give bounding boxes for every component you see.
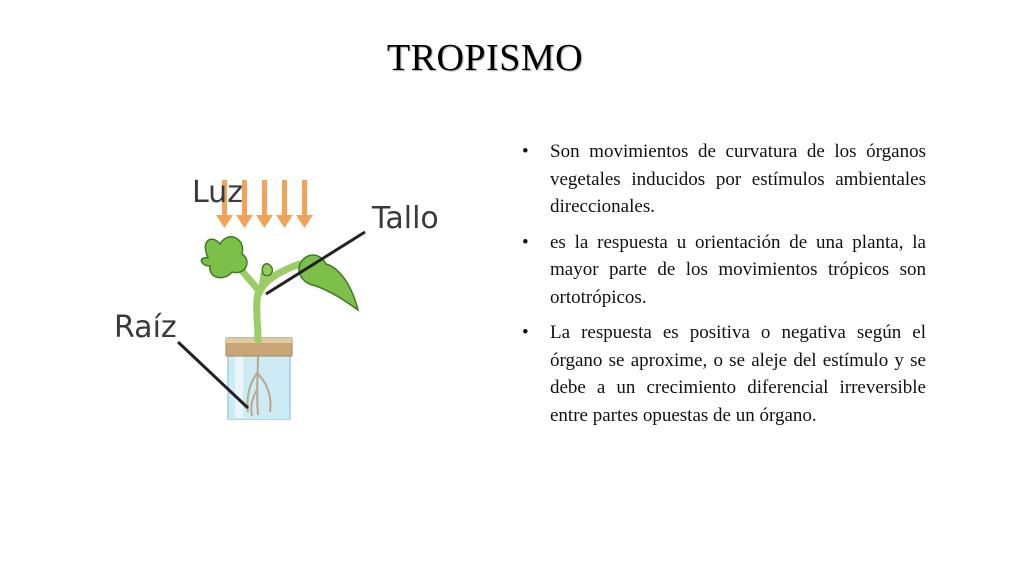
root-label: Raíz	[114, 310, 177, 345]
bullet-text: Son movimientos de curvatura de los órganos vegetales inducidos por estímulos ambientales direccionales.	[550, 141, 926, 217]
bullet-item	[520, 229, 926, 312]
slide-title: TROPISMO	[386, 37, 584, 79]
glass-tube	[226, 338, 292, 420]
bullet-text: es la respuesta u orientación de una planta, la mayor parte de los movimientos trópicos son ortotrópicos.	[550, 231, 926, 308]
stem-label: Tallo	[372, 201, 439, 236]
light-arrow-icon	[276, 180, 293, 228]
light-arrow-icon	[256, 180, 273, 228]
bullet-symbol: •	[522, 141, 529, 162]
bullet-item	[520, 319, 926, 429]
plant-tropism-figure	[100, 160, 480, 420]
bullet-symbol: •	[522, 231, 529, 253]
bullet-list	[520, 138, 926, 437]
bullet-item	[520, 138, 926, 221]
light-label: Luz	[192, 175, 243, 210]
light-arrow-icon	[296, 180, 313, 228]
bullet-text: La respuesta es positiva o negativa según el órgano se aproxime, o se aleje del estímulo y se debe a un crecimiento diferencial irreversible entre partes opuestas de un órgano.	[550, 322, 926, 426]
bullet-symbol: •	[522, 322, 529, 343]
plant-illustration	[100, 160, 480, 420]
